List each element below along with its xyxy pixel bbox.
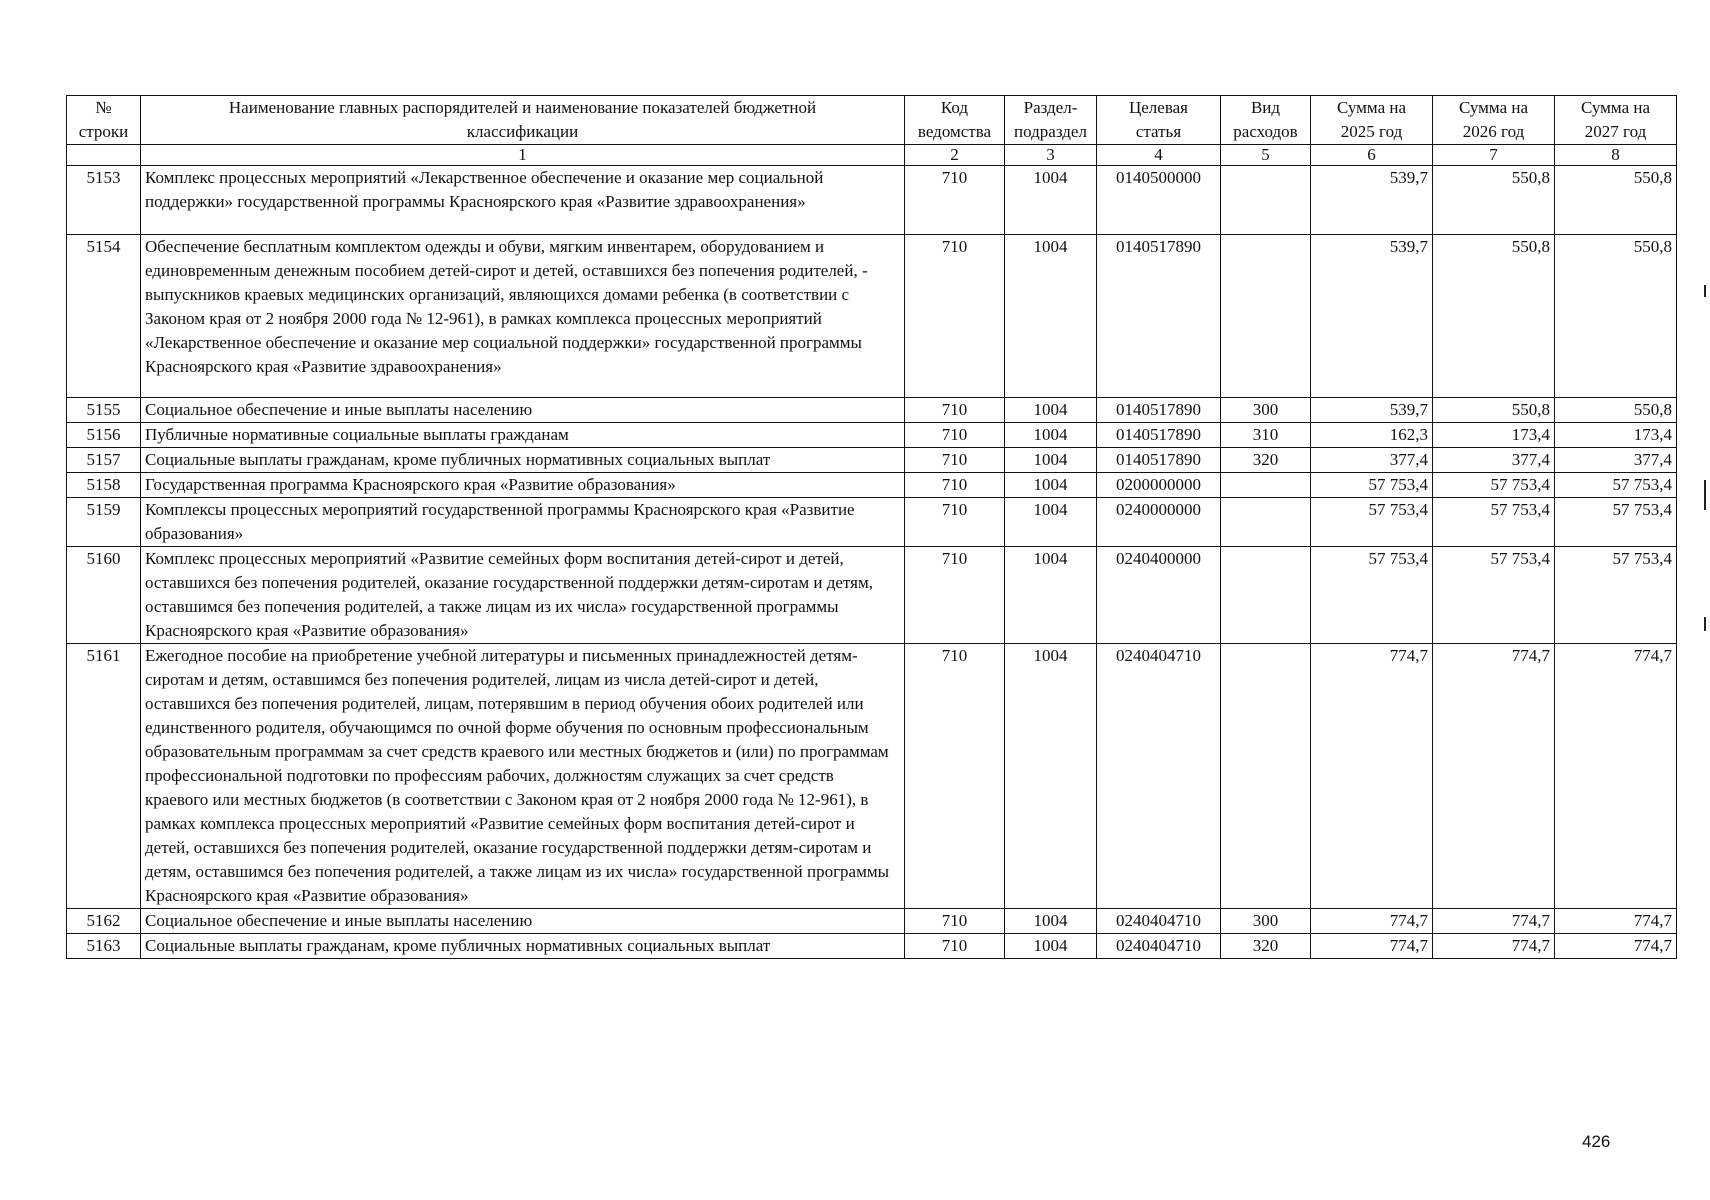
header-2026: Сумма на bbox=[1433, 96, 1555, 121]
table-row bbox=[67, 166, 1677, 235]
row-number: 5155 bbox=[67, 398, 141, 423]
row-razdel: 1004 bbox=[1005, 473, 1097, 498]
page-number: 426 bbox=[1582, 1132, 1611, 1151]
row-vid bbox=[1221, 547, 1311, 644]
column-number: 4 bbox=[1097, 145, 1221, 166]
budget-sheet bbox=[66, 95, 1676, 959]
row-sum-2026: 774,7 bbox=[1433, 644, 1555, 909]
row-sum-2027: 57 753,4 bbox=[1555, 473, 1677, 498]
row-name: Комплексы процессных мероприятий государственной программы Красноярского края «Развитие образования» bbox=[141, 498, 905, 547]
budget-table bbox=[66, 95, 1677, 959]
row-cel: 0240404710 bbox=[1097, 909, 1221, 934]
row-vedom: 710 bbox=[905, 934, 1005, 959]
row-cel: 0240404710 bbox=[1097, 644, 1221, 909]
table-body bbox=[67, 166, 1677, 959]
row-sum-2027: 57 753,4 bbox=[1555, 547, 1677, 644]
row-cel: 0140517890 bbox=[1097, 398, 1221, 423]
header-name: Наименование главных распорядителей и наименование показателей бюджетной bbox=[141, 96, 905, 121]
header-vid-2: расходов bbox=[1221, 120, 1311, 145]
column-number: 8 bbox=[1555, 145, 1677, 166]
row-sum-2027: 550,8 bbox=[1555, 398, 1677, 423]
table-row bbox=[67, 547, 1677, 644]
row-sum-2025: 774,7 bbox=[1311, 644, 1433, 909]
table-header bbox=[67, 96, 1677, 166]
row-vid: 300 bbox=[1221, 909, 1311, 934]
row-sum-2026: 377,4 bbox=[1433, 448, 1555, 473]
column-number: 5 bbox=[1221, 145, 1311, 166]
row-cel: 0140517890 bbox=[1097, 448, 1221, 473]
row-sum-2027: 774,7 bbox=[1555, 934, 1677, 959]
column-number bbox=[67, 145, 141, 166]
scan-mark bbox=[1704, 617, 1706, 631]
row-cel: 0240000000 bbox=[1097, 498, 1221, 547]
row-sum-2025: 57 753,4 bbox=[1311, 498, 1433, 547]
row-cel: 0240404710 bbox=[1097, 934, 1221, 959]
row-sum-2026: 774,7 bbox=[1433, 909, 1555, 934]
row-vid bbox=[1221, 235, 1311, 398]
row-sum-2026: 550,8 bbox=[1433, 235, 1555, 398]
row-vedom: 710 bbox=[905, 423, 1005, 448]
header-vedom-2: ведомства bbox=[905, 120, 1005, 145]
column-number-row bbox=[67, 145, 1677, 166]
row-razdel: 1004 bbox=[1005, 423, 1097, 448]
table-row bbox=[67, 235, 1677, 398]
row-vedom: 710 bbox=[905, 644, 1005, 909]
row-razdel: 1004 bbox=[1005, 909, 1097, 934]
row-sum-2027: 774,7 bbox=[1555, 909, 1677, 934]
header-name-2: классификации bbox=[141, 120, 905, 145]
row-sum-2025: 774,7 bbox=[1311, 934, 1433, 959]
scan-mark bbox=[1704, 480, 1706, 510]
row-sum-2025: 377,4 bbox=[1311, 448, 1433, 473]
row-vid: 320 bbox=[1221, 934, 1311, 959]
row-number: 5159 bbox=[67, 498, 141, 547]
header-vedom: Код bbox=[905, 96, 1005, 121]
row-number: 5161 bbox=[67, 644, 141, 909]
header-no: № bbox=[67, 96, 141, 121]
row-sum-2025: 539,7 bbox=[1311, 398, 1433, 423]
row-vid: 320 bbox=[1221, 448, 1311, 473]
row-razdel: 1004 bbox=[1005, 934, 1097, 959]
row-name: Публичные нормативные социальные выплаты гражданам bbox=[141, 423, 905, 448]
header-row-2 bbox=[67, 120, 1677, 145]
row-cel: 0140500000 bbox=[1097, 166, 1221, 235]
row-name: Обеспечение бесплатным комплектом одежды и обуви, мягким инвентарем, оборудованием и единовременным денежным пособием детей-сирот и детей, оставшихся без попечения родителей, - выпускников краевых медицинских организаций, являющихся домами ребенка (в соответствии с Законом края от 2 ноября 2000 года № 12-961), в рамках комплекса процессных мероприятий «Лекарственное обеспечение и оказание мер социальной поддержки» государственной программы Красноярского края «Развитие здравоохранения» bbox=[141, 235, 905, 398]
header-2027: Сумма на bbox=[1555, 96, 1677, 121]
table-row bbox=[67, 423, 1677, 448]
row-razdel: 1004 bbox=[1005, 398, 1097, 423]
column-number: 1 bbox=[141, 145, 905, 166]
row-sum-2027: 173,4 bbox=[1555, 423, 1677, 448]
header-no-2: строки bbox=[67, 120, 141, 145]
table-row bbox=[67, 448, 1677, 473]
row-vid: 310 bbox=[1221, 423, 1311, 448]
table-row bbox=[67, 644, 1677, 909]
row-sum-2026: 173,4 bbox=[1433, 423, 1555, 448]
row-sum-2026: 550,8 bbox=[1433, 398, 1555, 423]
header-vid: Вид bbox=[1221, 96, 1311, 121]
row-name: Социальные выплаты гражданам, кроме публичных нормативных социальных выплат bbox=[141, 934, 905, 959]
row-number: 5163 bbox=[67, 934, 141, 959]
row-cel: 0240400000 bbox=[1097, 547, 1221, 644]
row-sum-2026: 57 753,4 bbox=[1433, 498, 1555, 547]
row-number: 5154 bbox=[67, 235, 141, 398]
row-vedom: 710 bbox=[905, 235, 1005, 398]
header-2026-2: 2026 год bbox=[1433, 120, 1555, 145]
column-number: 2 bbox=[905, 145, 1005, 166]
row-number: 5160 bbox=[67, 547, 141, 644]
table-row bbox=[67, 398, 1677, 423]
row-sum-2025: 162,3 bbox=[1311, 423, 1433, 448]
row-razdel: 1004 bbox=[1005, 235, 1097, 398]
row-sum-2025: 539,7 bbox=[1311, 235, 1433, 398]
header-razdel-2: подраздел bbox=[1005, 120, 1097, 145]
table-row bbox=[67, 473, 1677, 498]
row-cel: 0140517890 bbox=[1097, 235, 1221, 398]
row-razdel: 1004 bbox=[1005, 547, 1097, 644]
row-number: 5156 bbox=[67, 423, 141, 448]
header-2025: Сумма на bbox=[1311, 96, 1433, 121]
row-sum-2026: 550,8 bbox=[1433, 166, 1555, 235]
row-sum-2026: 57 753,4 bbox=[1433, 473, 1555, 498]
row-razdel: 1004 bbox=[1005, 448, 1097, 473]
column-number: 7 bbox=[1433, 145, 1555, 166]
row-name: Социальное обеспечение и иные выплаты населению bbox=[141, 398, 905, 423]
row-vedom: 710 bbox=[905, 398, 1005, 423]
row-sum-2027: 57 753,4 bbox=[1555, 498, 1677, 547]
row-name: Социальные выплаты гражданам, кроме публичных нормативных социальных выплат bbox=[141, 448, 905, 473]
column-number: 3 bbox=[1005, 145, 1097, 166]
row-cel: 0200000000 bbox=[1097, 473, 1221, 498]
row-sum-2026: 774,7 bbox=[1433, 934, 1555, 959]
row-vid: 300 bbox=[1221, 398, 1311, 423]
row-vedom: 710 bbox=[905, 498, 1005, 547]
row-sum-2025: 57 753,4 bbox=[1311, 473, 1433, 498]
row-sum-2025: 57 753,4 bbox=[1311, 547, 1433, 644]
row-number: 5157 bbox=[67, 448, 141, 473]
row-vid bbox=[1221, 498, 1311, 547]
scan-mark bbox=[1704, 285, 1706, 297]
row-number: 5158 bbox=[67, 473, 141, 498]
row-sum-2026: 57 753,4 bbox=[1433, 547, 1555, 644]
row-razdel: 1004 bbox=[1005, 644, 1097, 909]
row-sum-2027: 377,4 bbox=[1555, 448, 1677, 473]
row-sum-2027: 550,8 bbox=[1555, 166, 1677, 235]
table-row bbox=[67, 498, 1677, 547]
column-number: 6 bbox=[1311, 145, 1433, 166]
table-row bbox=[67, 934, 1677, 959]
row-razdel: 1004 bbox=[1005, 498, 1097, 547]
row-name: Комплекс процессных мероприятий «Лекарственное обеспечение и оказание мер социальной поддержки» государственной программы Красноярского края «Развитие здравоохранения» bbox=[141, 166, 905, 235]
row-sum-2027: 550,8 bbox=[1555, 235, 1677, 398]
row-vedom: 710 bbox=[905, 448, 1005, 473]
header-row bbox=[67, 96, 1677, 121]
row-number: 5153 bbox=[67, 166, 141, 235]
row-razdel: 1004 bbox=[1005, 166, 1097, 235]
header-razdel: Раздел- bbox=[1005, 96, 1097, 121]
row-name: Государственная программа Красноярского края «Развитие образования» bbox=[141, 473, 905, 498]
row-name: Ежегодное пособие на приобретение учебной литературы и письменных принадлежностей детям-сиротам и детям, оставшимся без попечения родителей, лицам из числа детей-сирот и детей, оставшихся без попечения родителей, лицам, потерявшим в период обучения обоих родителей или единственного родителя, обучающимся по очной форме обучения по основным профессиональным образовательным программам за счет средств краевого или местных бюджетов и (или) по программам профессиональной подготовки по профессиям рабочих, должностям служащих за счет средств краевого или местных бюджетов (в соответствии с Законом края от 2 ноября 2000 года № 12-961), в рамках комплекса процессных мероприятий «Развитие семейных форм воспитания детей-сирот и детей, оставшихся без попечения родителей, оказание государственной поддержки детям-сиротам и детям, оставшимся без попечения родителей, а также лицам из их числа» государственной программы Красноярского края «Развитие образования» bbox=[141, 644, 905, 909]
row-vid bbox=[1221, 644, 1311, 909]
header-2025-2: 2025 год bbox=[1311, 120, 1433, 145]
row-sum-2025: 774,7 bbox=[1311, 909, 1433, 934]
row-sum-2027: 774,7 bbox=[1555, 644, 1677, 909]
row-vedom: 710 bbox=[905, 473, 1005, 498]
row-vedom: 710 bbox=[905, 166, 1005, 235]
header-2027-2: 2027 год bbox=[1555, 120, 1677, 145]
row-vid bbox=[1221, 166, 1311, 235]
row-vedom: 710 bbox=[905, 547, 1005, 644]
row-vid bbox=[1221, 473, 1311, 498]
row-name: Комплекс процессных мероприятий «Развитие семейных форм воспитания детей-сирот и детей, оставшихся без попечения родителей, оказание государственной поддержки детям-сиротам и детям, оставшимся без попечения родителей, а также лицам из их числа» государственной программы Красноярского края «Развитие образования» bbox=[141, 547, 905, 644]
row-cel: 0140517890 bbox=[1097, 423, 1221, 448]
row-number: 5162 bbox=[67, 909, 141, 934]
header-cel-2: статья bbox=[1097, 120, 1221, 145]
row-sum-2025: 539,7 bbox=[1311, 166, 1433, 235]
table-row bbox=[67, 909, 1677, 934]
header-cel: Целевая bbox=[1097, 96, 1221, 121]
row-name: Социальное обеспечение и иные выплаты населению bbox=[141, 909, 905, 934]
row-vedom: 710 bbox=[905, 909, 1005, 934]
